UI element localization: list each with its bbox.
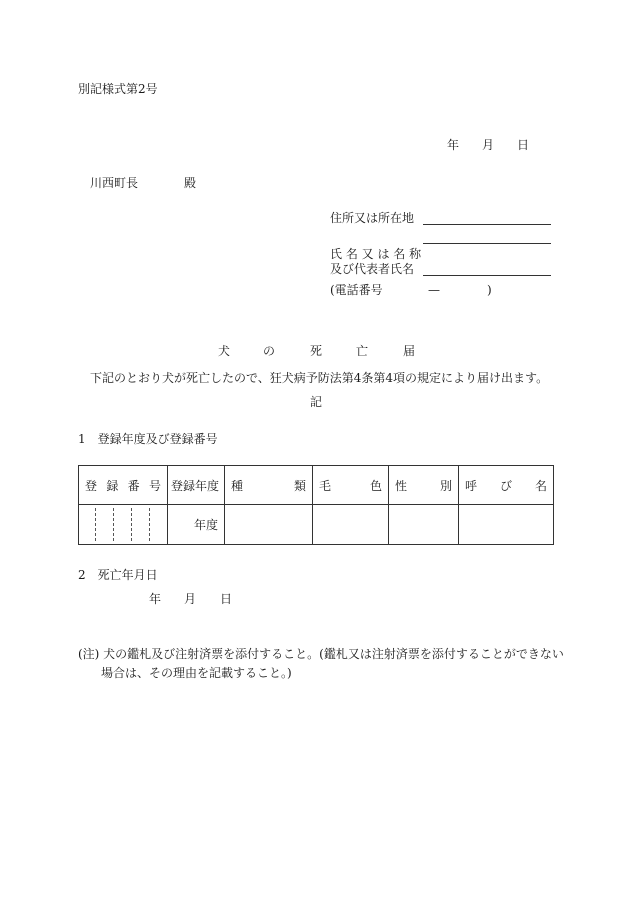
section-1-heading: 1 登録年度及び登録番号 <box>78 432 218 446</box>
nendo-suffix: 年度 <box>193 518 218 532</box>
note-line-2: 場合は、その理由を記載すること。) <box>101 666 292 680</box>
addressee-honorific: 殿 <box>184 176 197 190</box>
form-number-label: 別記様式第2号 <box>78 82 158 96</box>
phone-close-paren: ) <box>487 283 492 297</box>
intro-text: 下記のとおり犬が死亡したので、狂犬病予防法第4条第4項の規定により届け出ます。 <box>90 371 549 385</box>
name-label-line2: 及び代表者氏名 <box>330 262 415 276</box>
dog-name-cell[interactable] <box>459 505 554 545</box>
table-row <box>79 505 554 545</box>
header-registration-year: 登録年度 <box>168 466 225 505</box>
title-char-2: の <box>263 344 276 358</box>
registration-table <box>78 465 554 545</box>
phone-label: (電話番号 <box>330 283 383 297</box>
table-header-row <box>79 466 554 505</box>
sex-cell[interactable] <box>389 505 459 545</box>
header-breed: 種 類 <box>225 466 313 505</box>
date-day-label: 日 <box>517 138 530 152</box>
death-month-label: 月 <box>184 592 197 606</box>
header-registration-number: 登 録 番 号 <box>79 466 168 505</box>
header-sex: 性 別 <box>389 466 459 505</box>
coat-color-cell[interactable] <box>313 505 389 545</box>
name-underline <box>423 275 551 276</box>
registration-year-cell[interactable] <box>168 505 225 545</box>
ki-label: 記 <box>310 395 323 409</box>
phone-dash: — <box>428 283 440 297</box>
date-year-label: 年 <box>447 138 460 152</box>
title-char-4: 亡 <box>356 344 369 358</box>
header-coat-color: 毛 色 <box>313 466 389 505</box>
name-label-line1: 氏 名 又 は 名 称 <box>330 247 422 261</box>
breed-cell[interactable] <box>225 505 313 545</box>
section-2-heading: 2 死亡年月日 <box>78 568 158 582</box>
death-year-label: 年 <box>149 592 162 606</box>
addressee-name: 川西町長 <box>90 176 139 190</box>
registration-number-cell[interactable] <box>79 505 168 545</box>
date-month-label: 月 <box>482 138 495 152</box>
title-char-5: 届 <box>403 344 416 358</box>
note-line-1: (注) 犬の鑑札及び注射済票を添付すること。(鑑札又は注射済票を添付することができない <box>78 647 564 661</box>
title-char-3: 死 <box>310 344 323 358</box>
address-underline <box>423 224 551 225</box>
address-label: 住所又は所在地 <box>330 211 415 225</box>
header-dog-name: 呼 び 名 <box>459 466 554 505</box>
death-day-label: 日 <box>220 592 233 606</box>
title-char-1: 犬 <box>218 344 231 358</box>
address-underline-2 <box>423 243 551 244</box>
